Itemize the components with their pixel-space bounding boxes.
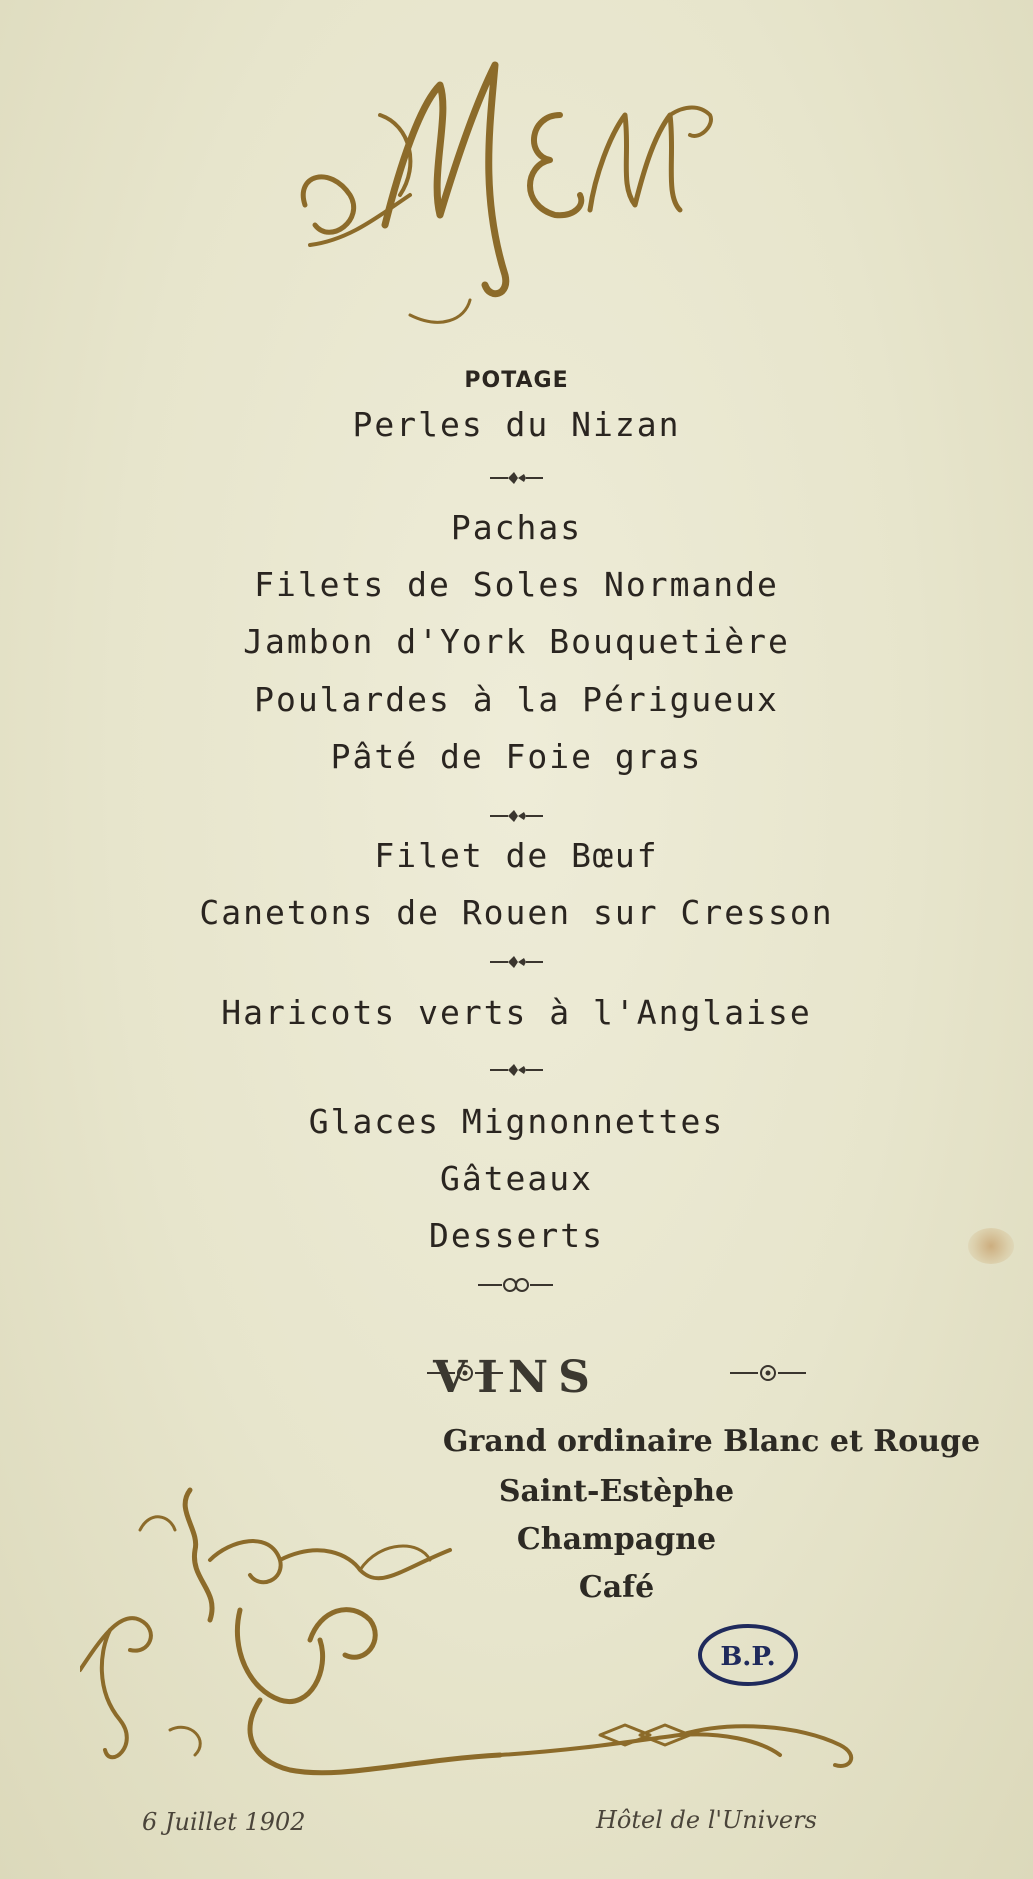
- divider-ornament: [0, 1060, 1033, 1080]
- wine-item: Café: [578, 1570, 655, 1605]
- vegetable-item: Haricots verts à l'Anglaise: [221, 993, 812, 1032]
- gold-flourish-ornament: [80, 1470, 940, 1810]
- wine-right-ornament: [728, 1363, 808, 1383]
- potage-label: POTAGE: [464, 368, 569, 393]
- course-item: Poulardes à la Périgueux: [254, 680, 779, 719]
- dessert-item: Gâteaux: [439, 1159, 594, 1198]
- course-item: Pachas: [450, 508, 583, 547]
- svg-text:MENU: MENU: [502, 187, 538, 198]
- course-item: Jambon d'York Bouquetière: [243, 622, 790, 661]
- wines-title: VINS: [433, 1352, 600, 1403]
- course-item: Filets de Soles Normande: [254, 565, 779, 604]
- main-item: Canetons de Rouen sur Cresson: [199, 893, 834, 932]
- wine-item: Grand ordinaire Blanc et Rouge: [442, 1424, 981, 1459]
- divider-ornament: [0, 952, 1033, 972]
- potage-item: Perles du Nizan: [352, 405, 681, 444]
- divider-ornament: [0, 806, 1033, 826]
- course-item: Pâté de Foie gras: [330, 737, 703, 776]
- venue-name: Hôtel de l'Univers: [596, 1806, 817, 1834]
- wine-item: Champagne: [516, 1522, 717, 1557]
- main-item: Filet de Bœuf: [374, 836, 659, 875]
- dessert-item: Desserts: [429, 1216, 604, 1255]
- divider-ornament: [0, 1275, 1033, 1295]
- menu-title-calligraphy: [290, 45, 750, 335]
- divider-ornament: [0, 468, 1033, 488]
- dessert-item: Glaces Mignonnettes: [308, 1102, 725, 1141]
- wine-item: Saint-Estèphe: [498, 1474, 735, 1509]
- svg-text:B.P.: B.P.: [720, 1642, 776, 1672]
- menu-date: 6 Juillet 1902: [142, 1808, 306, 1836]
